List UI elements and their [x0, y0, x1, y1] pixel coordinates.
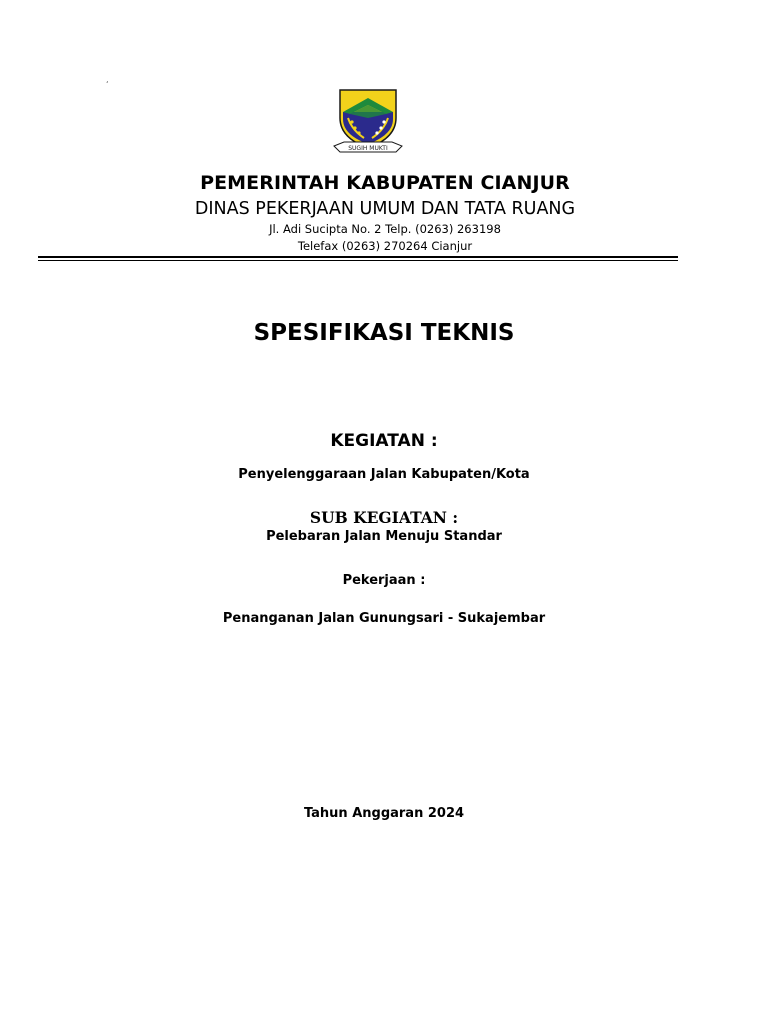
pekerjaan-label: Pekerjaan :: [342, 573, 426, 588]
stray-mark: ‘: [106, 80, 109, 89]
department-name: DINAS PEKERJAAN UMUM DAN TATA RUANG: [194, 199, 576, 219]
letterhead-divider-thick: [38, 256, 678, 258]
sub-kegiatan-label: SUB KEGIATAN :: [309, 508, 459, 527]
kegiatan-value: Penyelenggaraan Jalan Kabupaten/Kota: [238, 467, 530, 482]
government-name: PEMERINTAH KABUPATEN CIANJUR: [200, 172, 570, 194]
kegiatan-label: KEGIATAN :: [330, 431, 438, 451]
address-line: Jl. Adi Sucipta No. 2 Telp. (0263) 263198: [269, 222, 501, 236]
cianjur-coat-of-arms-icon: [330, 88, 406, 160]
document-title: SPESIFIKASI TEKNIS: [253, 320, 515, 346]
logo-motto-text: SUGIH MUKTI: [348, 145, 388, 152]
letterhead-divider-thin: [38, 260, 678, 261]
fax-line: Telefax (0263) 270264 Cianjur: [297, 239, 473, 253]
sub-kegiatan-value: Pelebaran Jalan Menuju Standar: [266, 529, 502, 544]
pekerjaan-value: Penanganan Jalan Gunungsari - Sukajembar: [222, 611, 546, 626]
budget-year: Tahun Anggaran 2024: [303, 806, 465, 821]
